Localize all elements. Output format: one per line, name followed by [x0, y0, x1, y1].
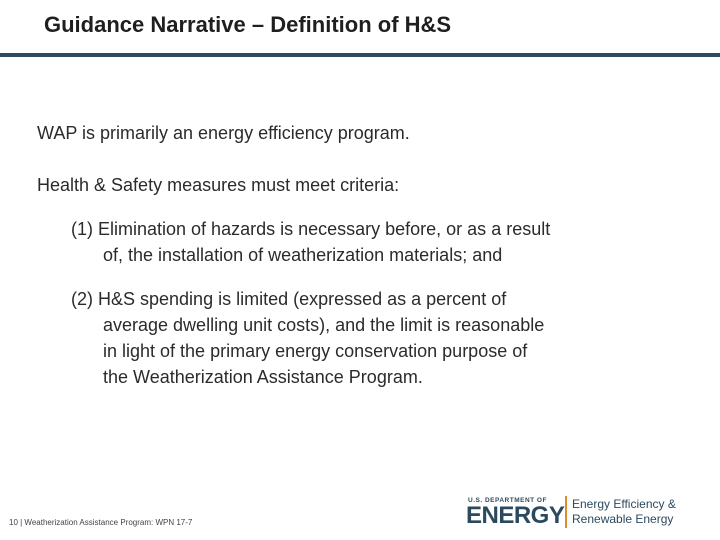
- logo-doe-big-text: ENERGY: [466, 502, 565, 529]
- criteria-item-1: [71, 216, 671, 268]
- body-paragraph-2: Health & Safety measures must meet criteria:: [37, 175, 400, 195]
- logo-divider: [565, 496, 567, 528]
- slide-footer: 10 | Weatherization Assistance Program: WPN 17-7: [9, 518, 193, 527]
- body-paragraph-1: WAP is primarily an energy efficiency program.: [37, 123, 410, 143]
- criteria-1-line-2: of, the installation of weatherization materials; and: [103, 245, 503, 265]
- criteria-item-2: [71, 286, 671, 390]
- logo-doe-small-text: U.S. DEPARTMENT OF: [468, 497, 547, 504]
- logo-eere-line-1: Energy Efficiency &: [572, 497, 676, 511]
- criteria-2-line-1: (2) H&S spending is limited (expressed as a percent of: [71, 289, 507, 309]
- logo-eere-line-2: Renewable Energy: [572, 512, 674, 526]
- criteria-2-line-3: in light of the primary energy conservation purpose of: [103, 341, 528, 361]
- criteria-1-line-1: (1) Elimination of hazards is necessary before, or as a result: [71, 219, 551, 239]
- criteria-2-line-2: average dwelling unit costs), and the limit is reasonable: [103, 315, 545, 335]
- slide-title: Guidance Narrative – Definition of H&S: [44, 12, 452, 37]
- criteria-2-line-4: the Weatherization Assistance Program.: [103, 367, 423, 387]
- title-divider: [0, 53, 720, 57]
- slide-content: [37, 120, 677, 390]
- doe-eere-logo: [466, 494, 696, 530]
